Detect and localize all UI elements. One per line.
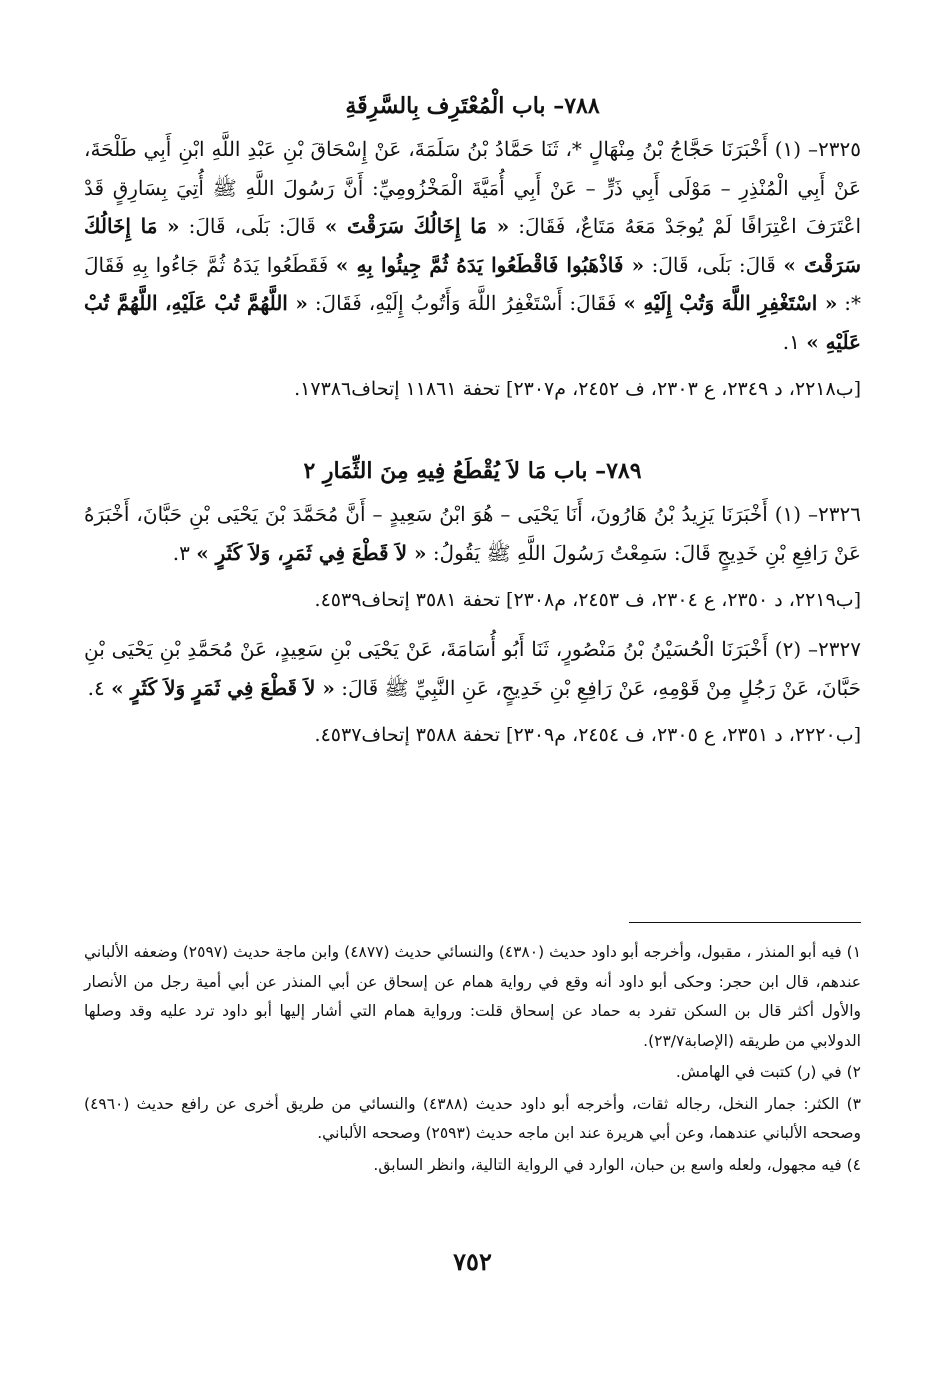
hadith-2327-quote: « لاَ قَطْعَ فِي ثَمَرٍ وَلاَ كَثَرٍ » bbox=[111, 675, 335, 700]
hadith-2327 bbox=[84, 630, 861, 707]
hadith-2325-references: [ب٢٢١٨، د ٢٣٤٩، ع ٢٣٠٣، ف ٢٤٥٢، م٢٣٠٧] تحفة ١١٨٦١ إتحاف١٧٣٨٦. bbox=[294, 378, 861, 400]
hadith-2325-quote-4: « اسْتَغْفِرِ اللَّهَ وَتُبْ إِلَيْهِ » bbox=[623, 291, 838, 315]
hadith-2326-references: [ب٢٢١٩، د ٢٣٥٠، ع ٢٣٠٤، ف ٢٤٥٣، م٢٣٠٨] تحفة ٣٥٨١ إتحاف٤٥٣٩. bbox=[314, 589, 861, 611]
footnote-divider bbox=[629, 922, 861, 923]
footnote-4: ٤) فيه مجهول، ولعله واسع بن حبان، الوارد في الرواية التالية، وانظر السابق. bbox=[373, 1155, 861, 1174]
hadith-2326 bbox=[84, 495, 861, 572]
hadith-2327-references: [ب٢٢٢٠، د ٢٣٥١، ع ٢٣٠٥، ف ٢٤٥٤، م٢٣٠٩] تحفة ٣٥٨٨ إتحاف٤٥٣٧. bbox=[314, 724, 861, 746]
footnote-2: ٢) في (ر) كتبت في الهامش. bbox=[675, 1063, 861, 1081]
hadith-2325-text: ٢٣٢٥– (١) أَخْبَرَنَا حَجَّاجُ بْنُ مِنْهَالٍ *، ثَنَا حَمَّادُ بْنُ سَلَمَةَ، عَنْ إِسْحَاقَ بْنِ عَبْدِ اللَّهِ ابْنِ أَبِي طَلْحَةَ، عَنْ أَبِي الْمُنْذِرِ – مَوْلَى أَبِي ذَرٍّ – عَنْ أَبِي أُمَيَّةَ الْمَخْزُومِيِّ: أَنَّ رَسُولَ اللَّهِ ﷺ أُتِيَ بِسَارِقٍ قَدْ اعْتَرَفَ اعْتِرَافًا لَمْ يُوجَدْ مَعَهُ مَتَاعٌ، فَقَالَ: bbox=[84, 137, 862, 238]
chapter-heading-789: ٧٨٩– باب مَا لاَ يُقْطَعُ فِيهِ مِنَ الثِّمَارِ ٢ bbox=[303, 458, 642, 484]
hadith-2327-footnote-ref: ٤. bbox=[87, 675, 105, 700]
hadith-2325-text-5: فَقَالَ: أَسْتَغْفِرُ اللَّهَ وَأَتُوبُ إِلَيْهِ، فَقَالَ: bbox=[314, 291, 617, 315]
hadith-2325-text-2: قَالَ: بَلَى، قَالَ: bbox=[188, 214, 316, 238]
hadith-2325-text-4: فَقَطَعُوا يَدَهُ ثُمَّ جَاءُوا بِهِ فَقَالَ *: bbox=[84, 252, 862, 315]
footnotes-section bbox=[84, 938, 861, 1182]
chapter-heading-788: ٧٨٨– باب الْمُعْتَرِف بِالسَّرِقَةِ bbox=[345, 93, 600, 119]
hadith-2325-quote-3: « فَاذْهَبُوا فَاقْطَعُوا يَدَهُ ثُمَّ جِيئُوا بِهِ » bbox=[335, 252, 645, 277]
hadith-2325-text-3: قَالَ: بَلَى، قَالَ: bbox=[651, 252, 776, 277]
hadith-2325-quote-2: « مَا إِخَالُكَ سَرَقْتَ » bbox=[84, 214, 862, 277]
hadith-2325 bbox=[84, 130, 861, 361]
page-number: ٧٥٢ bbox=[453, 1247, 492, 1276]
hadith-2326-quote: « لاَ قَطْعَ فِي ثَمَرٍ، وَلاَ كَثَرٍ » bbox=[196, 540, 427, 565]
hadith-2325-quote-5: « اللَّهُمَّ تُبْ عَلَيْهِ، اللَّهُمَّ تُبْ عَلَيْهِ » bbox=[84, 291, 861, 354]
footnote-3: ٣) الكثر: جمار النخل، رجاله ثقات، وأخرجه أبو داود حديث (٤٣٨٨) والنسائي من طريق أخرى عن رافع حديث (٤٩٦٠) وصححه الألباني عندهما، وعن أبي هريرة عند ابن ماجه حديث (٢٥٩٣) وصححه الألباني. bbox=[84, 1094, 861, 1142]
hadith-2326-text: ٢٣٢٦– (١) أَخْبَرَنَا يَزِيدُ بْنُ هَارُونَ، أَنَا يَحْيَى – هُوَ ابْنُ سَعِيدٍ – أَنَّ مُحَمَّدَ بْنَ يَحْيَى بْنِ حَبَّانَ، أَخْبَرَهُ عَنْ رَافِعِ بْنِ خَدِيجٍ قَالَ: سَمِعْتُ رَسُولَ اللَّهِ ﷺ يَقُولُ: bbox=[84, 502, 861, 565]
footnote-1: ١) فيه أبو المنذر ، مقبول، وأخرجه أبو داود حديث (٤٣٨٠) والنسائي حديث (٤٨٧٧) وابن ماجة حديث (٢٥٩٧) وضعفه الألباني عندهم، قال ابن حجر: وحكى أبو داود أنه وقع في رواية همام عن إسحاق عن أبي المنذر عن أبي أمية رجل من الأنصار والأول أكثر قال بن السكن تفرد به حماد عن إسحاق قلت: ورواية همام التي أشار إليها أبو داود ترد عليه وقد وصلها الدولابي من طريقه (الإصابة٢٣/٧). bbox=[84, 943, 862, 1050]
hadith-2327-text: ٢٣٢٧– (٢) أَخْبَرَنَا الْحُسَيْنُ بْنُ مَنْصُورٍ، ثَنَا أَبُو أُسَامَةَ، عَنْ يَحْيَى بْنِ سَعِيدٍ، عَنْ مُحَمَّدِ بْنِ يَحْيَى بْنِ حَبَّانَ، عَنْ رَجُلٍ مِنْ قَوْمِهِ، عَنْ رَافِعِ بْنِ خَدِيجٍ، عَنِ النَّبِيِّ ﷺ قَالَ: bbox=[84, 637, 861, 700]
hadith-2325-footnote-ref: ١. bbox=[782, 329, 800, 354]
hadith-2325-quote-1: « مَا إِخَالُكَ سَرَقْتَ » bbox=[324, 214, 510, 238]
hadith-2326-footnote-ref: ٣. bbox=[172, 540, 190, 565]
